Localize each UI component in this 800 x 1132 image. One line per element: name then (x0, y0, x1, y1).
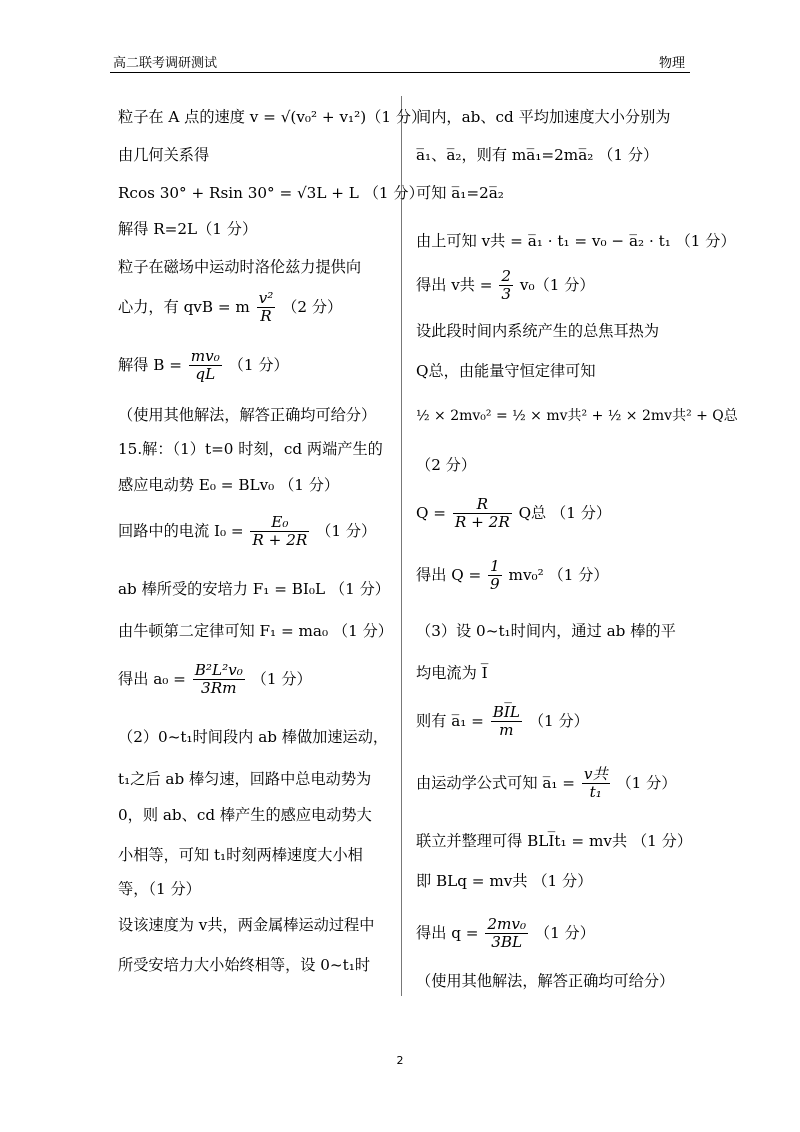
numerator: R (453, 496, 512, 514)
text-line: 小相等，可知 t₁时刻两棒速度大小相 (118, 846, 363, 864)
denominator: qL (195, 365, 216, 384)
equation-line (118, 290, 342, 326)
equation-line (416, 558, 609, 594)
fraction (485, 916, 528, 952)
equation-line (416, 766, 677, 802)
text-line: 粒子在磁场中运动时洛伦兹力提供向 (118, 258, 361, 276)
eq-suffix: （2 分） (282, 297, 343, 316)
text-line: a̅₁、a̅₂，则有 ma̅₁=2ma̅₂ （1 分） (416, 146, 659, 164)
text-line: （使用其他解法，解答正确均可给分） (416, 972, 675, 990)
eq-prefix: 则有 a̅₁ = (416, 711, 484, 730)
text-line: （3）设 0~t₁时间内，通过 ab 棒的平 (416, 622, 676, 640)
text-line: t₁之后 ab 棒匀速，回路中总电动势为 (118, 770, 372, 788)
numerator: mv₀ (190, 347, 220, 365)
numerator: B²L²v₀ (194, 661, 243, 679)
equation-line (416, 916, 595, 952)
fraction (582, 766, 610, 802)
denominator: 3 (501, 285, 512, 304)
eq-prefix: 得出 Q = (416, 565, 482, 584)
text-line: 可知 a̅₁=2a̅₂ (416, 184, 504, 202)
text-line: ab 棒所受的安培力 F₁ = BI₀L （1 分） (118, 580, 390, 598)
fraction (499, 268, 513, 304)
equation-line (118, 514, 376, 550)
eq-prefix: 由运动学公式可知 a̅₁ = (416, 773, 576, 792)
denominator: R + 2R (454, 513, 510, 532)
fraction (189, 348, 222, 384)
eq-suffix: （1 分） (316, 521, 377, 540)
numerator: 1 (490, 557, 500, 575)
denominator: 3Rm (201, 679, 237, 698)
text-line: 所受安培力大小始终相等，设 0~t₁时 (118, 956, 371, 974)
eq-prefix: 得出 q = (416, 923, 479, 942)
text-line: 联立并整理可得 BLI̅t₁ = mv共 （1 分） (416, 832, 693, 850)
page-number: 2 (396, 1054, 404, 1067)
eq-prefix: 回路中的电流 I₀ = (118, 521, 244, 540)
denominator: R (260, 307, 272, 326)
text-line: 即 BLq = mv共 （1 分） (416, 872, 593, 890)
eq-suffix: mv₀² （1 分） (508, 565, 609, 584)
eq-prefix: 得出 a₀ = (118, 669, 186, 688)
fraction (491, 704, 522, 740)
eq-prefix: Q = (416, 503, 447, 522)
eq-suffix: （1 分） (616, 773, 677, 792)
eq-suffix: （1 分） (528, 711, 589, 730)
header-rule (110, 72, 690, 73)
fraction (453, 496, 512, 532)
denominator: R + 2R (252, 531, 308, 550)
fraction (488, 558, 502, 594)
eq-prefix: 解得 B = (118, 355, 182, 374)
text-line: Q总，由能量守恒定律可知 (416, 362, 596, 380)
numerator: v² (258, 289, 274, 307)
eq-suffix: v₀（1 分） (519, 275, 595, 294)
numerator: v共 (583, 765, 608, 783)
text-line: 由牛顿第二定律可知 F₁ = ma₀ （1 分） (118, 622, 393, 640)
numerator: 2mv₀ (487, 915, 527, 933)
text-line: 由几何关系得 (118, 146, 210, 164)
equation-line (118, 348, 289, 384)
text-line: 感应电动势 E₀ = BLv₀ （1 分） (118, 476, 340, 494)
eq-suffix: Q总 （1 分） (518, 503, 612, 522)
text-line: 粒子在 A 点的速度 v = √(v₀² + v₁²)（1 分） (118, 108, 427, 126)
text-line: 设此段时间内系统产生的总焦耳热为 (416, 322, 659, 340)
text-line: 均电流为 I̅ (416, 664, 488, 682)
numerator: 2 (501, 267, 512, 285)
text-line: Rcos 30° + Rsin 30° = √3L + L （1 分） (118, 184, 424, 202)
fraction (193, 662, 245, 698)
text-line: （2）0~t₁时间段内 ab 棒做加速运动， (118, 728, 389, 746)
eq-suffix: （1 分） (228, 355, 289, 374)
eq-suffix: （1 分） (534, 923, 595, 942)
text-line: 由上可知 v共 = a̅₁ · t₁ = v₀ − a̅₂ · t₁ （1 分） (416, 232, 736, 250)
text-line: 15.解：（1）t=0 时刻，cd 两端产生的 (118, 440, 383, 458)
denominator: 9 (490, 575, 500, 594)
text-line: 等，（1 分） (118, 880, 201, 898)
text-line: 0，则 ab、cd 棒产生的感应电动势大 (118, 806, 372, 824)
equation-line (416, 268, 595, 304)
text-line: （2 分） (416, 456, 477, 474)
denominator: 3BL (491, 933, 523, 952)
eq-suffix: （1 分） (251, 669, 312, 688)
equation-line: ½ × 2mv₀² = ½ × mv共² + ½ × 2mv共² + Q总 (416, 408, 738, 424)
text-line: 解得 R=2L（1 分） (118, 220, 258, 238)
text-line: （使用其他解法，解答正确均可给分） (118, 406, 377, 424)
denominator: m (499, 721, 514, 740)
equation-line (416, 496, 611, 532)
eq-prefix: 心力，有 qvB = m (118, 297, 250, 316)
fraction (250, 514, 309, 550)
column-divider (401, 96, 402, 996)
text-line: 间内，ab、cd 平均加速度大小分别为 (416, 108, 671, 126)
numerator: E₀ (250, 514, 309, 532)
fraction (257, 290, 276, 326)
text-line: 设该速度为 v共，两金属棒运动过程中 (118, 916, 375, 934)
header-subject: 物理 (658, 56, 685, 71)
eq-prefix: 得出 v共 = (416, 275, 493, 294)
denominator: t₁ (589, 783, 602, 802)
numerator: BI̅L (492, 703, 520, 721)
equation-line (118, 662, 312, 698)
header-title: 高二联考调研测试 (113, 56, 218, 71)
equation-line (416, 704, 589, 740)
